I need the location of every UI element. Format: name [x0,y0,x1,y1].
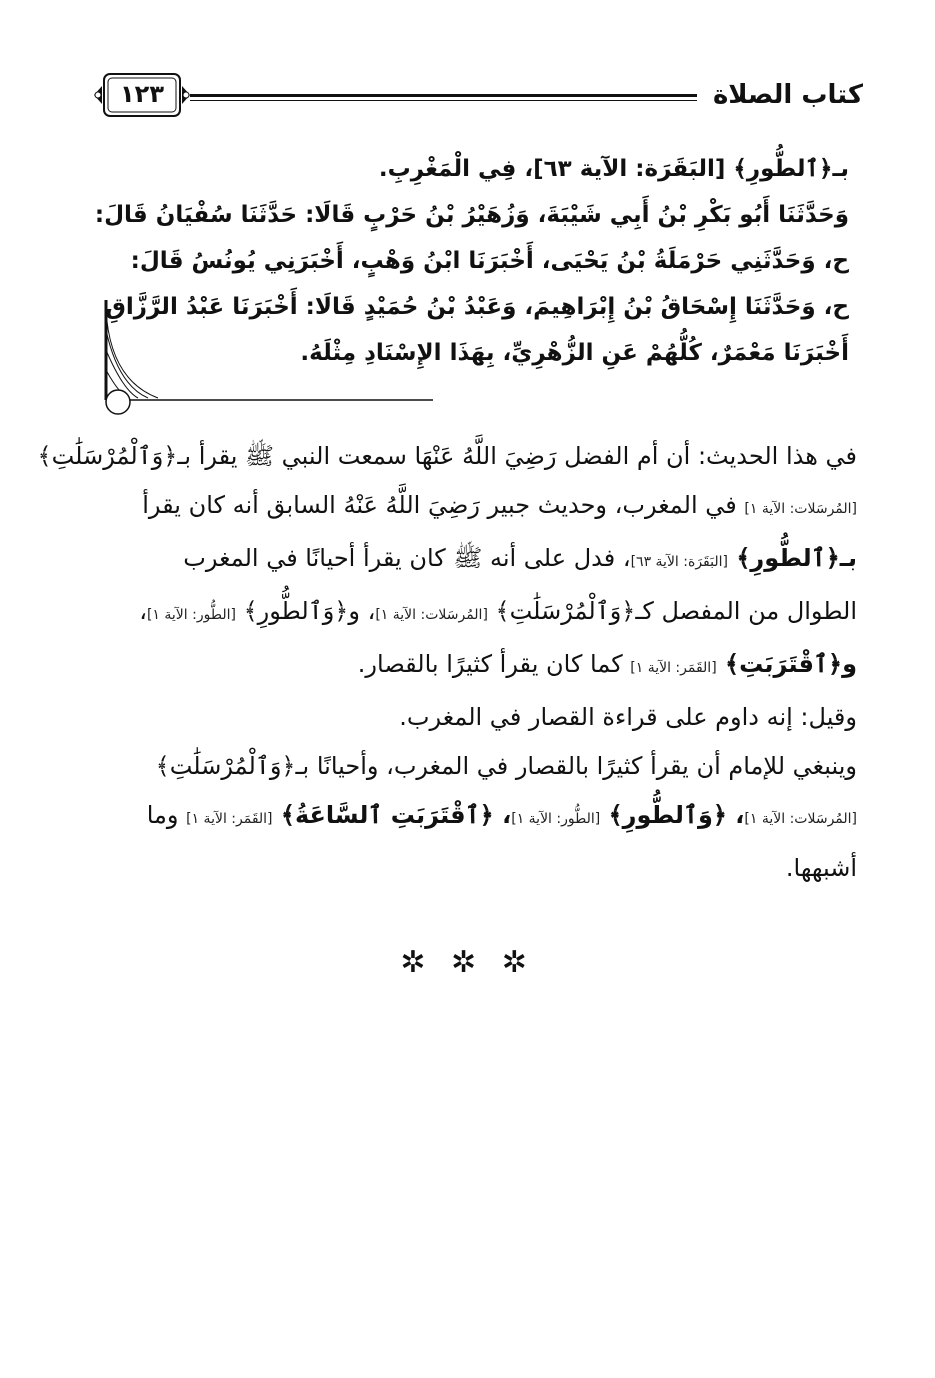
text-run: ، فدل على أنه ﷺ كان يقرأ أحيانًا في المغرب [183,544,631,572]
text-run: ، و﴿وَٱلطُّورِ﴾ [235,597,376,625]
text-run: ، [139,597,147,625]
verse-reference: [القَمَر: الآية ١] [630,660,717,676]
quran-quote: بـ﴿ٱلطُّورِ﴾ [727,544,857,572]
book-title: كتاب الصلاة [712,80,863,110]
text-run: الطوال من المفصل كـ﴿وَٱلْمُرْسَلَٰتِ﴾ [487,597,857,625]
hadith-line: وَحَدَّثَنَا أَبُو بَكْرِ بْنُ أَبِي شَيْبَةَ، وَزُهَيْرُ بْنُ حَرْبٍ قَالَا: حَدَّثَنَا سُفْيَانُ قَالَ: [94,202,849,228]
text-run: في هذا الحديث: أن أم الفضل رَضِيَ اللَّهُ عَنْهَا سمعت النبي ﷺ يقرأ بـ﴿وَٱلْمُرْسَلَٰتِ﴾ [37,442,857,470]
commentary-line [78,844,857,893]
commentary-line [78,587,857,640]
hadith-line: أَخْبَرَنَا مَعْمَرٌ، كُلُّهُمْ عَنِ الزُّهْرِيِّ، بِهَذَا الإِسْنَادِ مِثْلَهُ. [300,340,849,366]
verse-reference: [المُرسَلات: الآية ١] [744,811,857,827]
commentary-line [78,693,857,742]
commentary-line [37,432,857,481]
hadith-line: بـ﴿ٱلطُّورِ﴾ [البَقَرَة: الآية ٦٣]، فِي الْمَغْرِبِ. [378,156,849,182]
commentary-line [78,791,857,844]
text-run: أشبهها. [785,854,857,882]
hadith-line: ح، وَحَدَّثَنَا إِسْحَاقُ بْنُ إِبْرَاهِيمَ، وَعَبْدُ بْنُ حُمَيْدٍ قَالَا: أَخْبَرَنَا عَبْدُ الرَّزَّاقِ [105,294,849,320]
commentary-line [78,481,857,534]
section-separator: ✲ ✲ ✲ [400,945,535,980]
text-run: كما كان يقرأ كثيرًا بالقصار. [357,650,631,678]
quran-quote: و﴿ٱقْتَرَبَتِ﴾ [716,650,857,678]
page-number: ١٢٣ [120,80,164,108]
text-run: في المغرب، وحديث جبير رَضِيَ اللَّهُ عَنْهُ السابق أنه كان يقرأ [142,491,745,519]
verse-reference: [الطُّور: الآية ١] [146,607,236,623]
text-run: وينبغي للإمام أن يقرأ كثيرًا بالقصار في المغرب، وأحيانًا بـ﴿وَٱلْمُرْسَلَٰتِ﴾ [155,752,857,780]
hadith-line: ح، وَحَدَّثَنِي حَرْمَلَةُ بْنُ يَحْيَى، أَخْبَرَنَا ابْنُ وَهْبٍ، أَخْبَرَنِي يُونُسُ قَالَ: [130,248,849,274]
commentary-line [78,534,857,587]
text-run: وما [146,801,187,829]
quran-quote: ، ﴿ٱقْتَرَبَتِ ٱلسَّاعَةُ﴾ [272,801,512,829]
page-number-ornament [92,64,192,126]
commentary-line [78,742,857,791]
commentary-line [78,640,857,693]
verse-reference: [المُرسَلات: الآية ١] [375,607,488,623]
verse-reference: [الطُّور: الآية ١] [511,811,601,827]
verse-reference: [القَمَر: الآية ١] [186,811,273,827]
page-header [0,58,935,138]
header-rule [190,94,697,104]
commentary [37,432,857,893]
text-run: وقيل: إنه داوم على قراءة القصار في المغرب. [399,703,857,731]
verse-reference: [البَقَرَة: الآية ٦٣] [630,554,728,570]
corner-ornament-icon [98,300,438,420]
quran-quote: ، ﴿وَٱلطُّورِ﴾ [600,801,745,829]
verse-reference: [المُرسَلات: الآية ١] [744,501,857,517]
